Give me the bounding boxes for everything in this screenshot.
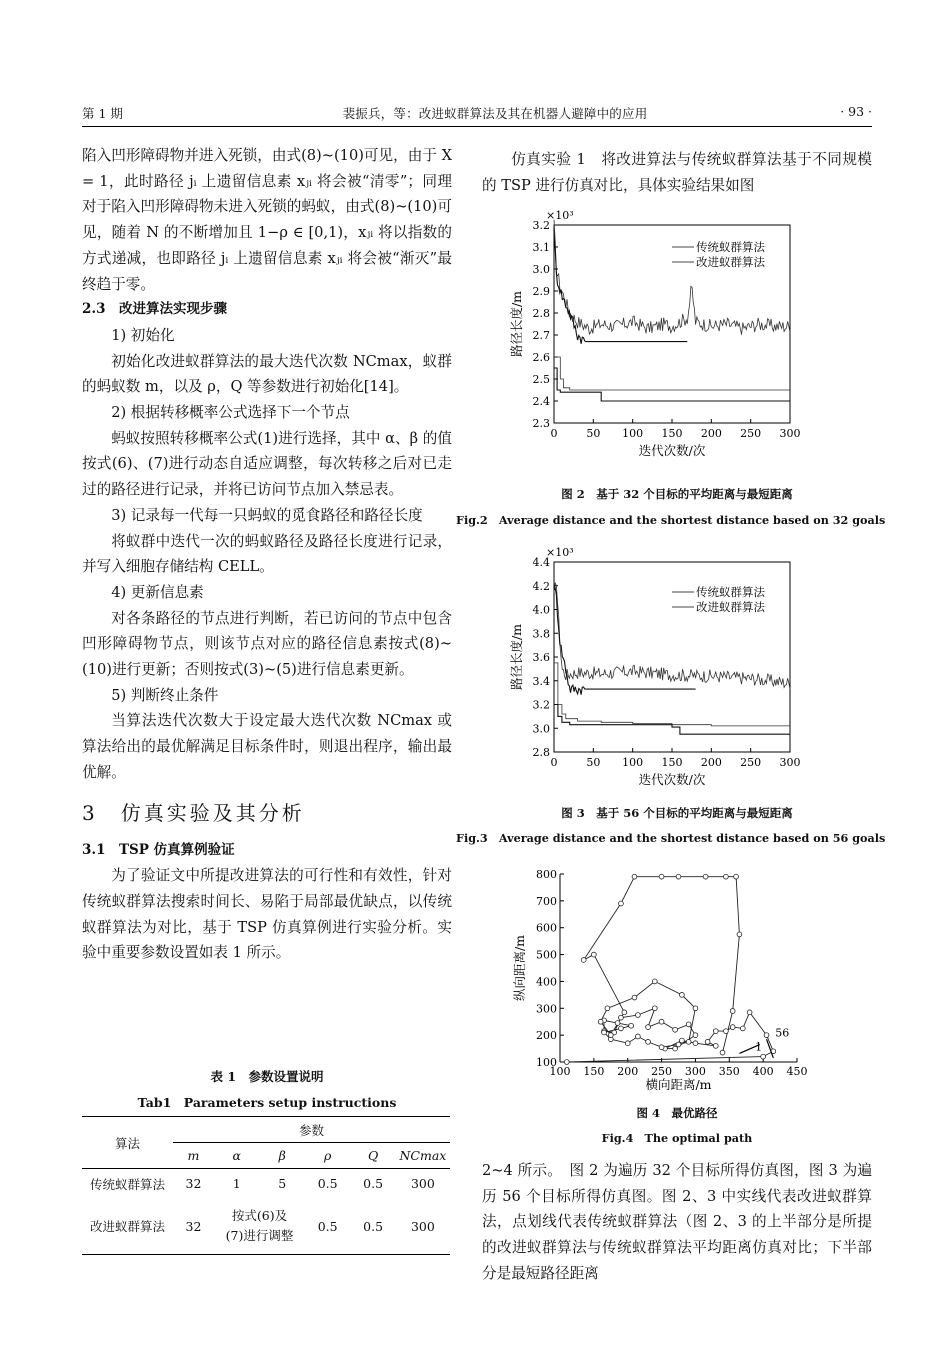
y-tick-label: 500 (536, 948, 557, 962)
path-node (686, 1022, 691, 1027)
path-node (619, 1026, 624, 1031)
y-scale-label: ×10³ (546, 546, 574, 559)
y-tick-label: 2.8 (532, 746, 550, 759)
y-tick-label: 200 (536, 1029, 557, 1043)
path-node (713, 1029, 718, 1034)
right-top-paragraph (482, 147, 872, 198)
y-tick-label: 3.4 (532, 674, 550, 688)
paragraph: 蚂蚁按照转移概率公式(1)进行选择，其中 α、β 的值按式(6)、(7)进行动态自适应调整，每次转移之后对已走过的路径进行记录，并将已访问节点加入禁忌表。 (82, 429, 452, 499)
parameter-table (82, 1116, 450, 1255)
table-col-rho: ρ (305, 1143, 350, 1169)
path-node (635, 1013, 640, 1018)
paragraph: 2~4 所示。 图 2 为遍历 32 个目标所得仿真图，图 3 为遍历 56 个目标所得仿真图。图 2、3 中实线代表改进蚁群算法，点划线代表传统蚁群算法（图 2、3 的上半部分是所提的改进蚁群算法与传统蚁群算法平均距离仿真对比；下半部分是最短路径距离 (482, 1162, 872, 1282)
y-tick-label: 400 (536, 975, 557, 989)
y-tick-label: 300 (536, 1002, 557, 1016)
path-node (730, 1009, 735, 1014)
y-axis-label: 纵向距离/m (512, 934, 527, 1002)
path-node (625, 1041, 630, 1046)
path-node (652, 979, 657, 984)
y-tick-label: 100 (536, 1056, 557, 1069)
table-cell: 32 (185, 1176, 202, 1192)
x-tick-label: 300 (779, 427, 801, 440)
x-tick-label: 150 (661, 427, 683, 440)
x-tick-label: 200 (617, 1065, 639, 1078)
x-tick-label: 450 (786, 1065, 808, 1078)
y-tick-label: 4.0 (532, 603, 550, 617)
path-node (622, 1010, 627, 1015)
x-tick-label: 200 (700, 756, 722, 769)
x-tick-label: 400 (752, 1065, 774, 1078)
paragraph: 将蚁群中迭代一次的蚂蚁路径及路径长度进行记录，并写入细胞存储结构 CELL。 (82, 532, 452, 576)
y-tick-label: 4.4 (532, 556, 550, 569)
path-node (602, 1030, 607, 1035)
y-tick-label: 2.7 (532, 329, 550, 342)
legend-entry: 传统蚁群算法 (696, 240, 765, 254)
table-caption-en: Tab1 Parameters setup instructions (137, 1095, 397, 1110)
x-tick-label: 250 (651, 1065, 673, 1078)
path-node (737, 932, 742, 937)
path-node (724, 1029, 729, 1034)
path-node (635, 1034, 640, 1039)
path-node (581, 958, 586, 963)
y-tick-label: 600 (536, 921, 557, 935)
table-caption-cn: 表 1 参数设置说明 (210, 1069, 324, 1084)
x-axis-label: 横向距离/m (645, 1077, 712, 1092)
y-tick-label: 2.9 (532, 285, 550, 298)
table (82, 1116, 450, 1255)
legend-entry: 改进蚁群算法 (696, 255, 765, 269)
fig2-caption-cn: 图 2 基于 32 个目标的平均距离与最短距离 (561, 487, 793, 501)
fig3-caption-cn: 图 3 基于 56 个目标的平均距离与最短距离 (561, 806, 793, 820)
path-node (659, 1019, 664, 1024)
path-node (632, 995, 637, 1000)
step-title: 2) 根据转移概率公式选择下一个节点 (111, 404, 350, 422)
table-cell: 300 (410, 1176, 435, 1192)
table-col-nc: NCmax (396, 1143, 450, 1169)
series-line-shortest-improved (554, 705, 790, 735)
path-node (615, 1021, 620, 1026)
path-node (703, 874, 708, 879)
y-tick-label: 3.0 (532, 722, 550, 736)
x-tick-label: 0 (550, 756, 558, 769)
fig4-caption-cn: 图 4 最优路径 (636, 1106, 718, 1120)
x-tick-label: 50 (586, 427, 601, 440)
annotation-label: 56 (775, 1026, 790, 1040)
path-node (761, 1054, 766, 1059)
table-col-beta: β (259, 1143, 304, 1169)
y-scale-label: ×10³ (546, 209, 574, 222)
path-node (673, 1046, 678, 1051)
table-col-alpha: α (214, 1143, 259, 1169)
table-row (82, 1199, 450, 1255)
path-node (652, 1006, 657, 1011)
table-cell: 传统蚁群算法 (89, 1176, 165, 1192)
path-node (693, 1006, 698, 1011)
x-tick-label: 100 (549, 1065, 571, 1078)
table-cell: 0.5 (350, 1199, 395, 1255)
path-node (564, 1060, 569, 1065)
y-tick-label: 800 (536, 868, 557, 881)
y-tick-label: 2.4 (532, 395, 550, 408)
table-cell: 0.5 (305, 1199, 350, 1255)
y-tick-label: 2.3 (532, 417, 550, 430)
path-node (713, 1043, 718, 1048)
x-tick-label: 300 (779, 756, 801, 769)
x-tick-label: 200 (700, 427, 722, 440)
x-tick-label: 350 (718, 1065, 740, 1078)
table-header-alg: 算法 (82, 1119, 173, 1169)
path-node (705, 1039, 710, 1044)
series-line-shortest-traditional (554, 357, 790, 390)
paragraph: 为了验证文中所提改进算法的可行性和有效性，针对传统蚁群算法搜索时间长、易陷于局部最优缺点，以传统蚁群算法为对比，基于 TSP 仿真算例进行实验分析。实验中重要参数设置如表 1 所示。 (82, 867, 452, 962)
path-node (693, 1041, 698, 1046)
annotation-label: 1 (755, 1040, 763, 1054)
x-axis-label: 迭代次数/次 (638, 443, 706, 458)
x-axis-label: 迭代次数/次 (638, 772, 706, 787)
path-node (629, 1023, 634, 1028)
table-cell-line: (7)进行调整 (225, 1228, 294, 1244)
path-node (591, 952, 596, 957)
path-node (605, 1006, 610, 1011)
x-tick-label: 250 (740, 756, 762, 769)
fig4-caption-en: Fig.4 The optimal path (601, 1131, 753, 1145)
x-tick-label: 150 (583, 1065, 605, 1078)
y-tick-label: 3.0 (532, 263, 550, 276)
y-tick-label: 4.2 (532, 579, 550, 593)
path-node (598, 1019, 603, 1024)
series-line-shortest-improved (554, 368, 790, 401)
paragraph: 当算法迭代次数大于设定最大迭代次数 NCmax 或算法给出的最优解满足目标条件时，则退出程序，输出最优解。 (82, 712, 452, 781)
header-rule (82, 126, 872, 127)
section-heading: 3 仿真实验及其分析 (82, 800, 305, 825)
x-tick-label: 250 (740, 427, 762, 440)
paragraph: 对各条路径的节点进行判断，若已访问的节点中包含凹形障碍物节点，则该节点对应的路径信息素按式(8)~(10)进行更新；否则按式(3)~(5)进行信息素更新。 (82, 609, 452, 679)
legend-entry: 改进蚁群算法 (696, 600, 765, 614)
left-column (82, 143, 452, 966)
path-node (747, 1010, 752, 1015)
fig4-chart (505, 862, 825, 1102)
x-tick-label: 0 (550, 427, 558, 440)
table-cell: 300 (396, 1199, 450, 1255)
y-tick-label: 3.2 (532, 698, 550, 712)
fig3-chart (492, 540, 822, 795)
paragraph: 初始化改进蚁群算法的最大迭代次数 NCmax，蚁群的蚂蚁数 m，以及 ρ，Q 等参数进行初始化[14]。 (82, 352, 452, 396)
x-tick-label: 300 (684, 1065, 706, 1078)
fig2-caption-en: Fig.2 Average distance and the shortest distance based on 32 goals (456, 513, 886, 527)
y-tick-label: 3.6 (532, 651, 550, 664)
path-node (646, 1025, 651, 1030)
fig3-caption-en: Fig.3 Average distance and the shortest distance based on 56 goals (456, 831, 886, 845)
path-node (632, 874, 637, 879)
paragraph: 仿真实验 1 将改进算法与传统蚁群算法基于不同规模的 TSP 进行仿真对比，具体实验结果如图 (482, 151, 872, 194)
series-line-average-improved (554, 234, 687, 344)
table-cell: 改进蚁群算法 (82, 1199, 173, 1255)
path-node (659, 874, 664, 879)
optimal-path-line (567, 877, 774, 1062)
path-node (686, 1039, 691, 1044)
path-node (676, 874, 681, 879)
y-axis-label: 路径长度/m (509, 623, 524, 691)
path-node (676, 1042, 681, 1047)
path-node (659, 1045, 664, 1050)
table-row (82, 1169, 450, 1199)
path-node (608, 1033, 613, 1038)
y-tick-label: 3.2 (532, 219, 550, 232)
step-title: 1) 初始化 (111, 326, 175, 344)
y-tick-label: 3.8 (532, 627, 550, 641)
table-cell: 0.5 (317, 1176, 338, 1192)
step-title: 4) 更新信息素 (111, 583, 204, 601)
table-cell: 0.5 (363, 1176, 384, 1192)
path-node (619, 901, 624, 906)
path-node (679, 1038, 684, 1043)
y-tick-label: 2.8 (532, 307, 550, 320)
y-tick-label: 2.5 (532, 373, 550, 386)
y-axis-label: 路径长度/m (509, 290, 524, 358)
right-bottom-paragraph (482, 1158, 872, 1287)
path-node (734, 874, 739, 879)
series-line-average-traditional (554, 220, 790, 335)
y-tick-label: 700 (536, 894, 557, 908)
x-tick-label: 100 (622, 756, 644, 769)
step-title: 3) 记录每一代每一只蚂蚁的觅食路径和路径长度 (111, 506, 423, 524)
path-node (724, 874, 729, 879)
series-line-average-improved (554, 588, 696, 695)
table-col-m: m (173, 1143, 214, 1169)
table-header-params: 参数 (173, 1119, 450, 1143)
x-tick-label: 100 (622, 427, 644, 440)
path-node (730, 1025, 735, 1030)
step-title: 5) 判断终止条件 (111, 686, 219, 704)
section-heading: 2.3 改进算法实现步骤 (82, 301, 227, 318)
path-node (619, 1015, 624, 1020)
x-tick-label: 50 (586, 756, 601, 769)
table-cell: 5 (278, 1176, 287, 1192)
header-page: · 93 · (840, 104, 872, 119)
header-issue: 第 1 期 (82, 106, 123, 121)
path-node (720, 1050, 725, 1055)
y-tick-label: 3.1 (532, 241, 550, 254)
path-node (673, 1027, 678, 1032)
series-line-shortest-traditional (554, 663, 790, 726)
header-title: 裴振兵，等：改进蚁群算法及其在机器人避障中的应用 (342, 106, 648, 121)
table-cell: 1 (232, 1176, 241, 1192)
table-cell: 32 (173, 1199, 214, 1255)
table-col-q: Q (350, 1143, 395, 1169)
fig2-chart (492, 205, 822, 475)
table-cell (214, 1199, 305, 1255)
paragraph: 陷入凹形障碍物并进入死锁，由式(8)~(10)可见，由于 X = 1，此时路径 jᵢ 上遗留信息素 xⱼᵢ 将会被“清零”；同理对于陷入凹形障碍物未进入死锁的蚂蚁，由式(8)~(10)可见，随着 N 的不断增加且 1−ρ ∈ [0,1)，xⱼᵢ 将以指数的方式递减，也即路径 jᵢ 上遗留信息素 xⱼᵢ 将会被“渐灭”最终趋于零。 (82, 147, 452, 293)
table-cell-line: 按式(6)及 (231, 1208, 288, 1224)
path-node (740, 1026, 745, 1031)
section-heading: 3.1 TSP 仿真算例验证 (82, 841, 235, 858)
path-node (679, 992, 684, 997)
path-node (693, 1033, 698, 1038)
path-node (646, 1039, 651, 1044)
legend-entry: 传统蚁群算法 (696, 585, 765, 599)
y-tick-label: 2.6 (532, 351, 550, 364)
path-node (764, 1033, 769, 1038)
x-tick-label: 150 (661, 756, 683, 769)
